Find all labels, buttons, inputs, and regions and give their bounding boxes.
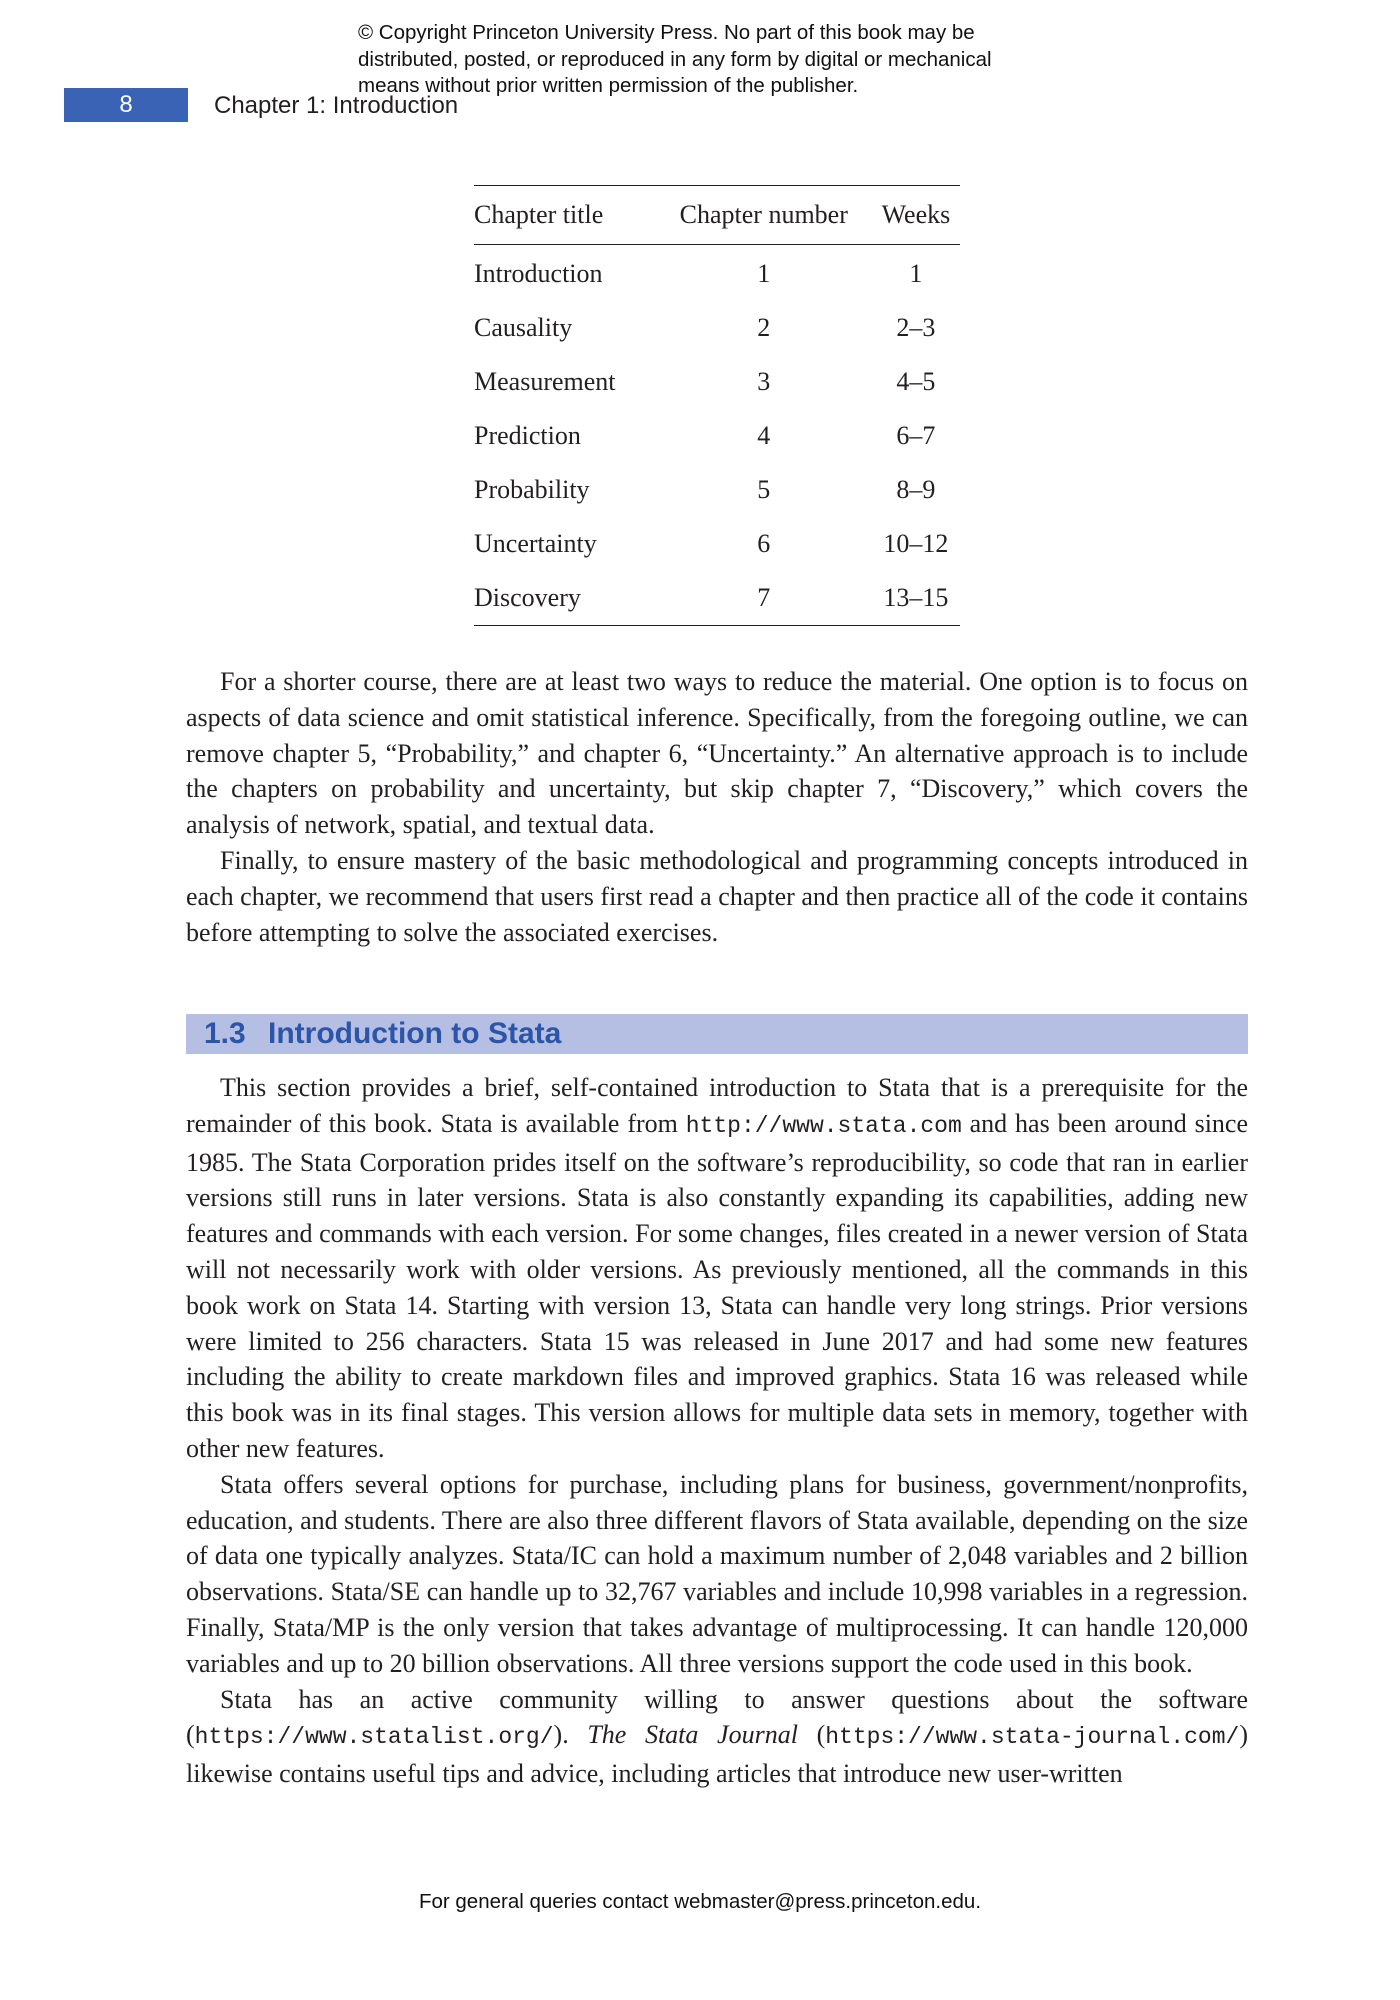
text-run: ( bbox=[797, 1720, 826, 1750]
text-run: This section provides a brief, self-contained introduction to Stata that is a prerequisite for the remainder of this book. Stata is available from bbox=[186, 1073, 1248, 1138]
section-heading bbox=[186, 1014, 1248, 1054]
table-header-row bbox=[474, 186, 960, 245]
section-number: 1.3 bbox=[204, 1017, 246, 1050]
table-row bbox=[474, 463, 960, 517]
table-cell: 6 bbox=[757, 529, 771, 558]
stata-journal-url-link[interactable]: https://www.stata-journal.com/ bbox=[825, 1724, 1240, 1751]
copyright-notice bbox=[358, 20, 1118, 100]
table-cell: 6–7 bbox=[896, 421, 936, 450]
table-cell: 1 bbox=[909, 259, 923, 288]
table-row bbox=[474, 245, 960, 302]
copyright-line: distributed, posted, or reproduced in any form by digital or mechanical bbox=[358, 47, 992, 71]
copyright-line: © Copyright Princeton University Press. No part of this book may be bbox=[358, 21, 975, 44]
paragraph bbox=[186, 1070, 1248, 1467]
text-run: ). bbox=[553, 1720, 588, 1750]
paragraph: For a shorter course, there are at least two ways to reduce the material. One option is to focus on aspects of data science and omit statistical inference. Specifically, from the foregoing outline, we can remove chapter 5, “Probability,” and chapter 6, “Uncertainty.” An alternative approach is to include the chapters on probability and uncertainty, but skip chapter 7, “Discovery,” which covers the analysis of network, spatial, and textual data. bbox=[186, 667, 1248, 840]
text-run: Stata has an active community willing to answer questions about the software ( bbox=[186, 1684, 1248, 1750]
paragraph: Finally, to ensure mastery of the basic methodological and programming concepts introduced in each chapter, we recommend that users first read a chapter and then practice all of the code it contains before attempting to solve the associated exercises. bbox=[186, 845, 1248, 947]
table-cell: 4–5 bbox=[896, 367, 936, 396]
table-cell: Discovery bbox=[474, 583, 581, 612]
table-cell: Uncertainty bbox=[474, 529, 597, 558]
paragraph: Stata offers several options for purchase, including plans for business, government/nonprofits, education, and students. There are also three different flavors of Stata available, depending on the size of data one typically analyzes. Stata/IC can hold a maximum number of 2,048 variables and 2 billion observations. Stata/SE can handle up to 32,767 variables and include 10,998 variables in a regression. Finally, Stata/MP is the only version that takes advantage of multiprocessing. It can handle 120,000 variables and up to 20 billion observations. All three versions support the code used in this book. bbox=[186, 1469, 1248, 1678]
text-run: and has been around since 1985. The Stata Corporation prides itself on the software’s reproducibility, so code that ran in earlier versions still runs in later versions. Stata is also constantly expanding its capabilities, adding new features and commands with each version. For some changes, files created in a newer version of Stata will not necessarily work with older versions. As previously mentioned, all the commands in this book work on Stata 14. Starting with version 13, Stata can handle very long strings. Prior versions were limited to 256 characters. Stata 15 was released in June 2017 and had some new features including the ability to create markdown files and improved graphics. Stata 16 was released while this book was in its final stages. This version allows for multiple data sets in memory, together with other new features. bbox=[186, 1108, 1249, 1463]
copyright-line: means without prior written permission of the publisher. bbox=[358, 74, 859, 97]
table-cell: 1 bbox=[757, 259, 771, 288]
section-body-text bbox=[186, 1070, 1248, 1792]
text-run: ) likewise contains useful tips and advice, including articles that introduce new user-written bbox=[186, 1720, 1248, 1789]
table-cell: 7 bbox=[757, 583, 771, 612]
table-row bbox=[474, 409, 960, 463]
course-schedule-table bbox=[474, 185, 960, 626]
table-cell: Prediction bbox=[474, 421, 581, 450]
table-row bbox=[474, 517, 960, 571]
table-cell: 2 bbox=[757, 313, 771, 342]
page-number: 8 bbox=[64, 88, 188, 122]
stata-url-link[interactable]: http://www.stata.com bbox=[685, 1112, 962, 1139]
table-cell: 5 bbox=[757, 475, 771, 504]
column-header: Chapter number bbox=[679, 200, 848, 229]
column-header: Weeks bbox=[881, 200, 951, 229]
statalist-url-link[interactable]: https://www.statalist.org/ bbox=[194, 1724, 554, 1751]
journal-title: The Stata Journal bbox=[587, 1720, 798, 1750]
course-options-text bbox=[186, 664, 1248, 950]
table-cell: 13–15 bbox=[883, 583, 949, 612]
table-cell: 10–12 bbox=[883, 529, 949, 558]
table-cell: 8–9 bbox=[896, 475, 936, 504]
table-cell: Introduction bbox=[474, 259, 603, 288]
footer-contact: For general queries contact webmaster@press.princeton.edu. bbox=[418, 1890, 982, 1913]
running-head: Chapter 1: Introduction bbox=[214, 92, 459, 119]
table-cell: 2–3 bbox=[896, 313, 936, 342]
table-row bbox=[474, 355, 960, 409]
table-row bbox=[474, 571, 960, 626]
paragraph bbox=[186, 1682, 1248, 1792]
table-cell: 4 bbox=[757, 421, 771, 450]
section-title: Introduction to Stata bbox=[268, 1017, 562, 1050]
table-cell: Causality bbox=[474, 313, 573, 342]
table-cell: 3 bbox=[757, 367, 771, 396]
table-cell: Measurement bbox=[474, 367, 616, 396]
column-header: Chapter title bbox=[474, 200, 604, 229]
table-row bbox=[474, 301, 960, 355]
table-cell: Probability bbox=[474, 475, 590, 504]
